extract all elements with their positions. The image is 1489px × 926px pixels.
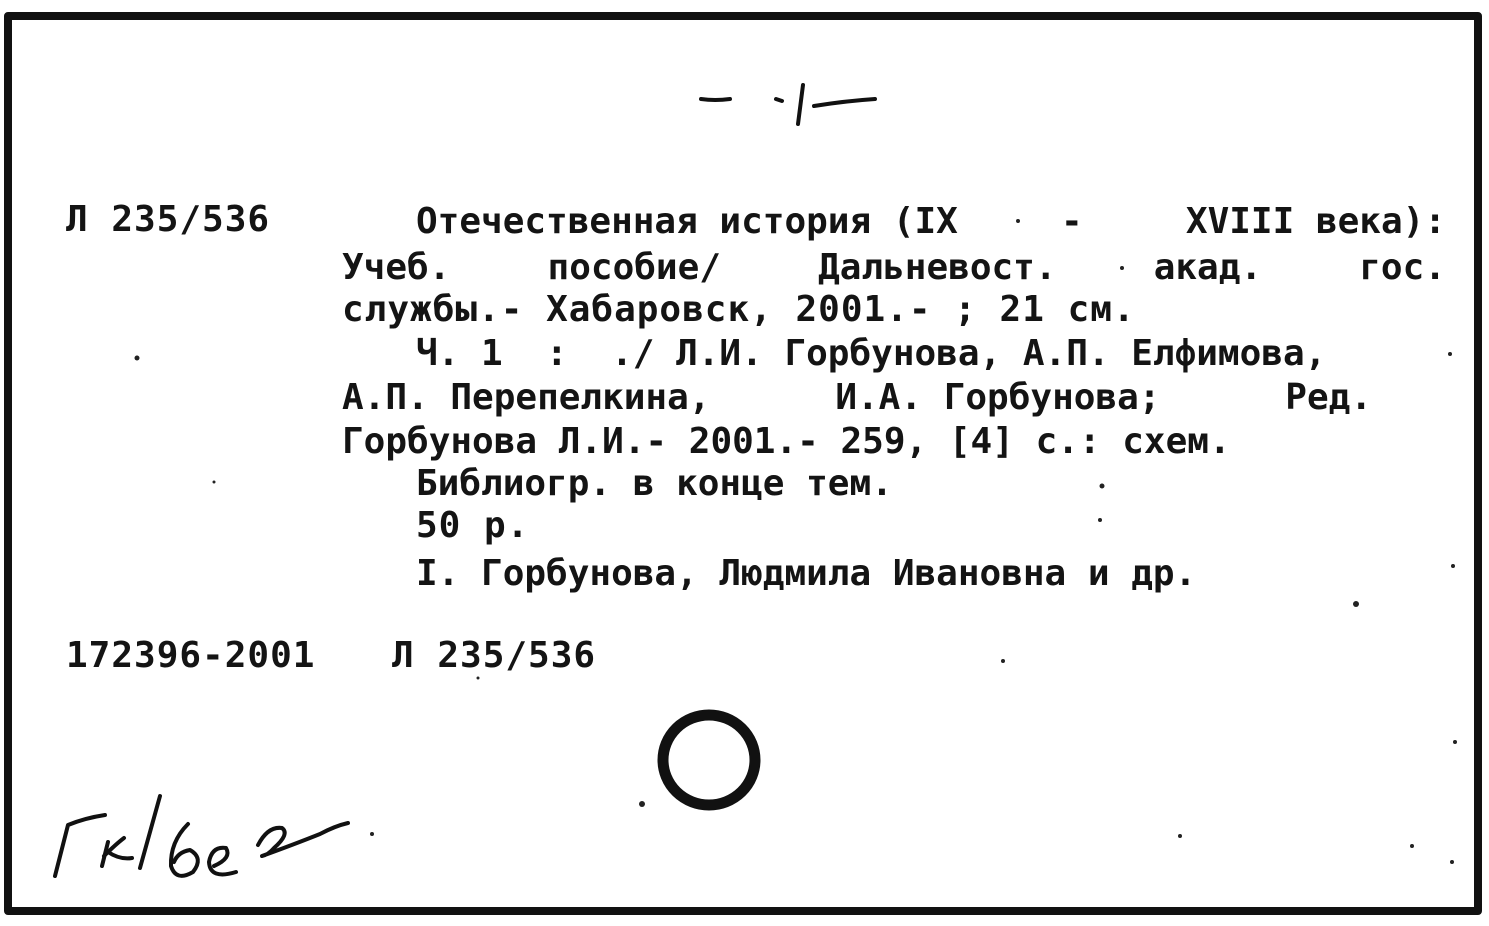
- title-line-2-word-4: акад.: [1153, 247, 1263, 288]
- bibliography-note: Библиогр. в конце тем.: [416, 463, 893, 504]
- title-line-1-part-2: -: [1061, 201, 1083, 242]
- part-line-2-part-2: И.А. Горбунова;: [835, 377, 1161, 418]
- part-line-2-part-3: Ред.: [1285, 377, 1372, 418]
- price: 50 р.: [416, 505, 530, 546]
- title-line-1-part-1: Отечественная история (IX: [416, 201, 958, 242]
- title-line-2-word-5: гос.: [1359, 247, 1446, 288]
- title-line-2-word-3: Дальневост.: [818, 247, 1057, 288]
- title-line-2-word-2: пособие/: [547, 247, 721, 288]
- title-line-2: [342, 247, 1446, 288]
- part-line-2-part-1: А.П. Перепелкина,: [342, 377, 711, 418]
- part-line-1: Ч. 1 : ./ Л.И. Горбунова, А.П. Елфимова,: [416, 333, 1327, 374]
- tracing: I. Горбунова, Людмила Ивановна и др.: [416, 553, 1197, 594]
- title-line-2-word-1: Учеб.: [342, 247, 451, 288]
- title-line-1: [416, 201, 1446, 242]
- part-line-2: [342, 377, 1372, 418]
- registration-number: 172396-2001: [66, 635, 316, 676]
- title-line-3: службы.- Хабаровск, 2001.- ; 21 см.: [342, 289, 1136, 330]
- title-line-1-part-3: XVIII века):: [1185, 201, 1446, 242]
- part-line-3: Горбунова Л.И.- 2001.- 259, [4] с.: схем.: [342, 421, 1231, 462]
- shelf-mark-bottom: Л 235/536: [392, 635, 597, 676]
- shelf-mark: Л 235/536: [66, 199, 271, 240]
